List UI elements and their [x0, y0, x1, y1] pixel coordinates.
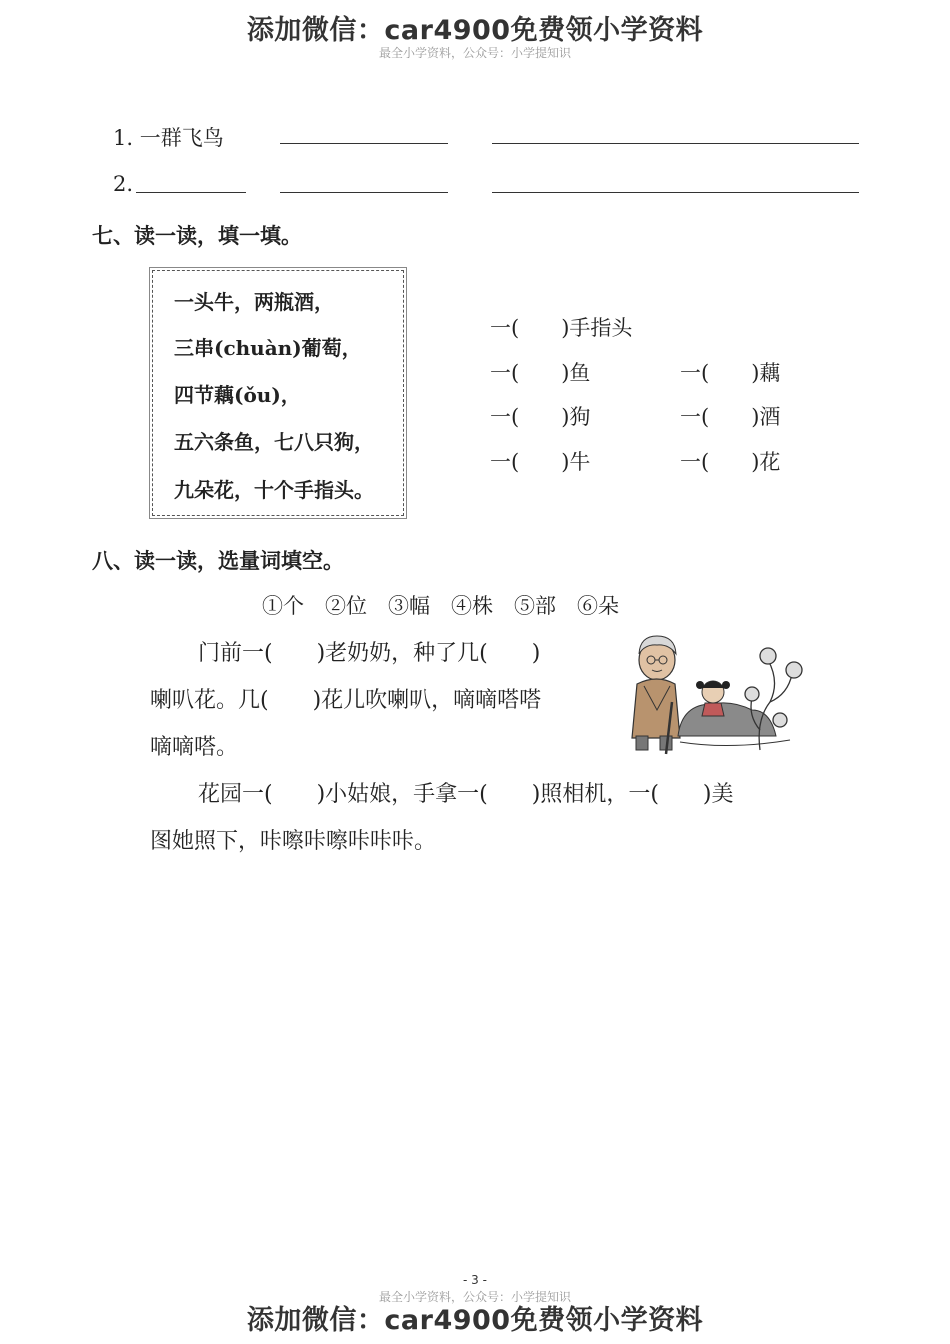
row-1-label: 1. 一群飞鸟 [113, 126, 224, 150]
fill-fingers[interactable]: 一( )手指头 [490, 316, 633, 340]
para-2-line-1[interactable]: 花园一( )小姑娘，手拿一( )照相机，一( )美 [198, 782, 734, 807]
poem-line-2: 三串(chuàn)葡萄， [174, 336, 362, 360]
section-7-title: 七、读一读，填一填。 [92, 224, 302, 248]
measure-word-options: ①个 ②位 ③幅 ④株 ⑤部 ⑥朵 [262, 594, 619, 618]
poem-line-5: 九朵花，十个手指头。 [174, 478, 374, 502]
para-1-line-2[interactable]: 喇叭花。几( )花儿吹喇叭，嘀嘀嗒嗒 [150, 688, 542, 713]
row-2-blank-1[interactable] [136, 192, 246, 193]
section-8-title: 八、读一读，选量词填空。 [92, 549, 344, 573]
para-1-line-1[interactable]: 门前一( )老奶奶，种了几( ) [198, 641, 541, 666]
poem-line-1: 一头牛，两瓶酒， [174, 290, 334, 314]
row-1-blank-1[interactable] [280, 143, 448, 144]
fill-wine[interactable]: 一( )酒 [680, 405, 781, 429]
para-1-line-3: 嘀嘀嗒。 [150, 735, 239, 760]
garden-illustration [620, 630, 810, 758]
shrub-ground [678, 703, 790, 746]
watermark-top: 添加微信：car4900免费领小学资料 [246, 15, 704, 46]
fill-lotus-root[interactable]: 一( )藕 [680, 361, 781, 385]
fill-dog[interactable]: 一( )狗 [490, 405, 591, 429]
fill-flower[interactable]: 一( )花 [680, 450, 781, 474]
watermark-bottom: 添加微信：car4900免费领小学资料 [246, 1305, 704, 1336]
row-1-blank-2[interactable] [492, 143, 859, 144]
poem-line-4: 五六条鱼，七八只狗， [174, 430, 374, 454]
grandma-figure [632, 636, 680, 754]
page-number: - 3 - [463, 1273, 487, 1287]
para-2-line-2: 图她照下，咔嚓咔嚓咔咔咔。 [150, 829, 437, 854]
fill-cow[interactable]: 一( )牛 [490, 450, 591, 474]
header-faint-text: 最全小学资料，公众号：小学提知识 [378, 46, 571, 60]
fill-fish[interactable]: 一( )鱼 [490, 361, 591, 385]
row-2-label: 2. [113, 172, 134, 196]
row-2-blank-3[interactable] [492, 192, 859, 193]
row-2-blank-2[interactable] [280, 192, 448, 193]
footer-faint-text: 最全小学资料，公众号：小学提知识 [378, 1290, 571, 1304]
poem-line-3: 四节藕(ǒu)， [174, 383, 301, 407]
